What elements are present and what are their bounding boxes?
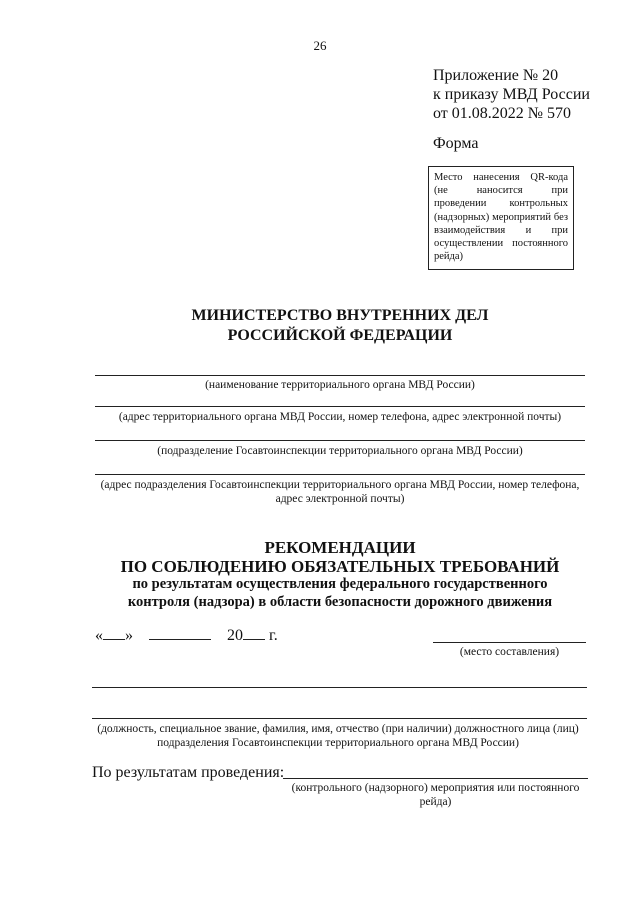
official-line-2 — [92, 718, 587, 719]
appendix-line-1: Приложение № 20 — [433, 67, 559, 84]
ministry-heading — [0, 306, 640, 346]
gai-address-caption-2: адрес электронной почты) — [275, 493, 405, 505]
results-label: По результатам проведения: — [92, 764, 285, 781]
appendix-block — [433, 66, 590, 123]
appendix-line-3: от 01.08.2022 № 570 — [433, 105, 572, 122]
ministry-line-2: РОССИЙСКОЙ ФЕДЕРАЦИИ — [227, 327, 453, 344]
date-year-prefix: 20 — [227, 627, 243, 644]
official-line-1 — [92, 687, 587, 688]
page-number: 26 — [313, 38, 327, 53]
doc-title-line-2: ПО СОБЛЮДЕНИЮ ОБЯЗАТЕЛЬНЫХ ТРЕБОВАНИЙ — [120, 557, 560, 576]
form-label: Форма — [433, 135, 479, 152]
territorial-address-caption: (адрес территориального органа МВД России, номер телефона, адрес электронной почты) — [118, 411, 562, 423]
doc-title-line-4: контроля (надзора) в области безопасности дорожного движения — [127, 594, 553, 610]
doc-title-line-1: РЕКОМЕНДАЦИИ — [264, 538, 416, 557]
doc-title-subtitle — [80, 575, 600, 611]
place-caption: (место составления) — [459, 646, 560, 658]
date-close-quote: » — [125, 627, 133, 644]
date-year-blank[interactable] — [243, 625, 265, 640]
official-caption-2: подразделения Госавтоинспекции территориального органа МВД России) — [157, 737, 519, 749]
territorial-body-caption: (наименование территориального органа МВД России) — [205, 379, 475, 391]
gai-address-caption-1: (адрес подразделения Госавтоинспекции территориального органа МВД России, номер телефона, — [100, 479, 580, 491]
doc-title-line-3: по результатам осуществления федерального государственного — [132, 576, 548, 592]
gai-division-line — [95, 440, 585, 441]
place-line — [433, 642, 586, 643]
appendix-line-2: к приказу МВД России — [433, 86, 590, 103]
gai-address-line — [95, 474, 585, 475]
qr-code-placeholder-box: Место нанесения QR-кода (не наносится при проведении контрольных (надзорных) мероприятий без взаимодействия и при осуществлении постоянного рейда) — [428, 166, 574, 270]
date-year-suffix: г. — [269, 627, 278, 644]
date-month-blank[interactable] — [149, 625, 211, 640]
ministry-line-1: МИНИСТЕРСТВО ВНУТРЕННИХ ДЕЛ — [191, 307, 489, 324]
gai-division-caption: (подразделение Госавтоинспекции территориального органа МВД России) — [157, 445, 523, 457]
results-line — [283, 778, 588, 779]
territorial-address-line — [95, 406, 585, 407]
event-caption-1: (контрольного (надзорного) мероприятия или постоянного — [291, 782, 580, 794]
date-row — [95, 625, 278, 645]
date-open-quote: « — [95, 627, 103, 644]
date-day-blank[interactable] — [103, 625, 125, 640]
territorial-body-line — [95, 375, 585, 376]
official-caption-1: (должность, специальное звание, фамилия, имя, отчество (при наличии) должностного лица (лиц) — [97, 723, 579, 735]
event-caption-2: рейда) — [419, 796, 452, 808]
